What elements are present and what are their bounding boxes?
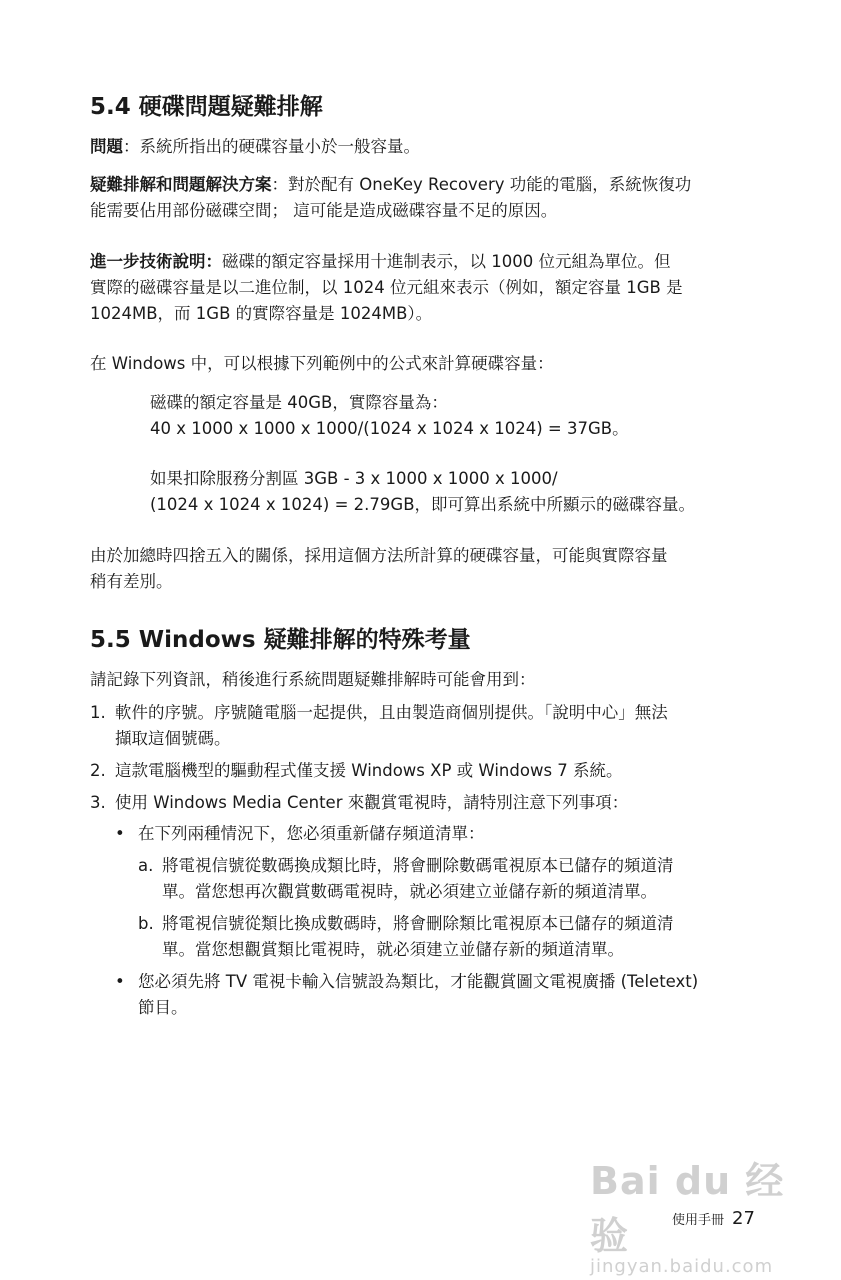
solution-line-2: 能需要佔用部份磁碟空間； 這可能是造成磁碟容量不足的原因。 (90, 201, 558, 220)
problem-label: 問題 (90, 137, 123, 156)
tech-line-2: 實際的磁碟容量是以二進位制，以 1024 位元組來表示（例如，額定容量 1GB 是 (90, 278, 683, 297)
list-number-3: 3. (90, 793, 106, 812)
tech-line-1: 進一步技術說明：磁碟的額定容量採用十進制表示，以 1000 位元組為單位。但 (90, 252, 671, 271)
tech-label: 進一步技術說明： (90, 252, 222, 271)
list-item-3-line-1: 使用 Windows Media Center 來觀賞電視時，請特別注意下列事項： (115, 793, 629, 812)
example-1-line-1: 磁碟的額定容量是 40GB，實際容量為： (150, 393, 448, 412)
page-footer (672, 1208, 755, 1229)
problem-paragraph (90, 134, 770, 160)
sub-item-b-marker: b. (138, 914, 154, 933)
list-item-1-line-2: 擷取這個號碼。 (115, 729, 231, 748)
bullet-2-line-1: 您必須先將 TV 電視卡輸入信號設為類比，才能觀賞圖文電視廣播 (Teletext) (138, 972, 699, 991)
section-heading-5-4: 5.4 硬碟問題疑難排解 (90, 94, 323, 120)
example-2-line-2: (1024 x 1024 x 1024) = 2.79GB，即可算出系統中所顯示的磁碟容量。 (150, 495, 696, 514)
solution-label: 疑難排解和問題解決方案 (90, 175, 272, 194)
bullet-1: 在下列兩種情況下，您必須重新儲存頻道清單： (138, 824, 485, 843)
baidu-watermark (590, 1150, 800, 1277)
sub-item-a-line-2: 單。當您想再次觀賞數碼電視時，就必須建立並儲存新的頻道清單。 (162, 882, 657, 901)
bullet-icon: • (115, 824, 125, 843)
list-number-1: 1. (90, 703, 106, 722)
tech-line-3: 1024MB，而 1GB 的實際容量是 1024MB）。 (90, 304, 433, 323)
solution-line-1: 疑難排解和問題解決方案：對於配有 OneKey Recovery 功能的電腦，系統恢復功 (90, 175, 692, 194)
problem-text: ：系統所指出的硬碟容量小於一般容量。 (123, 137, 420, 156)
rounding-note-line-2: 稍有差別。 (90, 572, 173, 591)
sub-item-b-line-2: 單。當您想觀賞類比電視時，就必須建立並儲存新的頻道清單。 (162, 940, 624, 959)
example-2-line-1: 如果扣除服務分割區 3GB - 3 x 1000 x 1000 x 1000/ (150, 469, 558, 488)
list-item-1-line-1: 軟件的序號。序號隨電腦一起提供，且由製造商個別提供。「說明中心」無法 (115, 703, 668, 722)
section-heading-5-5: 5.5 Windows 疑難排解的特殊考量 (90, 627, 471, 653)
watermark-logo: Bai du 经验 (590, 1159, 785, 1258)
list-item-2-line-1: 這款電腦機型的驅動程式僅支援 Windows XP 或 Windows 7 系統。 (115, 761, 623, 780)
rounding-note-line-1: 由於加總時四捨五入的關係，採用這個方法所計算的硬碟容量，可能與實際容量 (90, 546, 668, 565)
example-1-line-2: 40 x 1000 x 1000 x 1000/(1024 x 1024 x 1024) = 37GB。 (150, 419, 629, 438)
bullet-icon: • (115, 972, 125, 991)
sub-item-b-line-1: 將電視信號從類比換成數碼時，將會刪除類比電視原本已儲存的頻道清 (162, 914, 674, 933)
bullet-2-line-2: 節目。 (138, 998, 188, 1017)
formula-intro: 在 Windows 中，可以根據下列範例中的公式來計算硬碟容量： (90, 354, 554, 373)
footer-label: 使用手冊 (672, 1213, 725, 1228)
sub-item-a-marker: a. (138, 856, 154, 875)
page-number: 27 (732, 1208, 755, 1229)
sub-item-a-line-1: 將電視信號從數碼換成類比時，將會刪除數碼電視原本已儲存的頻道清 (162, 856, 674, 875)
record-intro: 請記錄下列資訊，稍後進行系統問題疑難排解時可能會用到： (90, 670, 536, 689)
list-number-2: 2. (90, 761, 106, 780)
watermark-url: jingyan.baidu.com (590, 1256, 774, 1277)
